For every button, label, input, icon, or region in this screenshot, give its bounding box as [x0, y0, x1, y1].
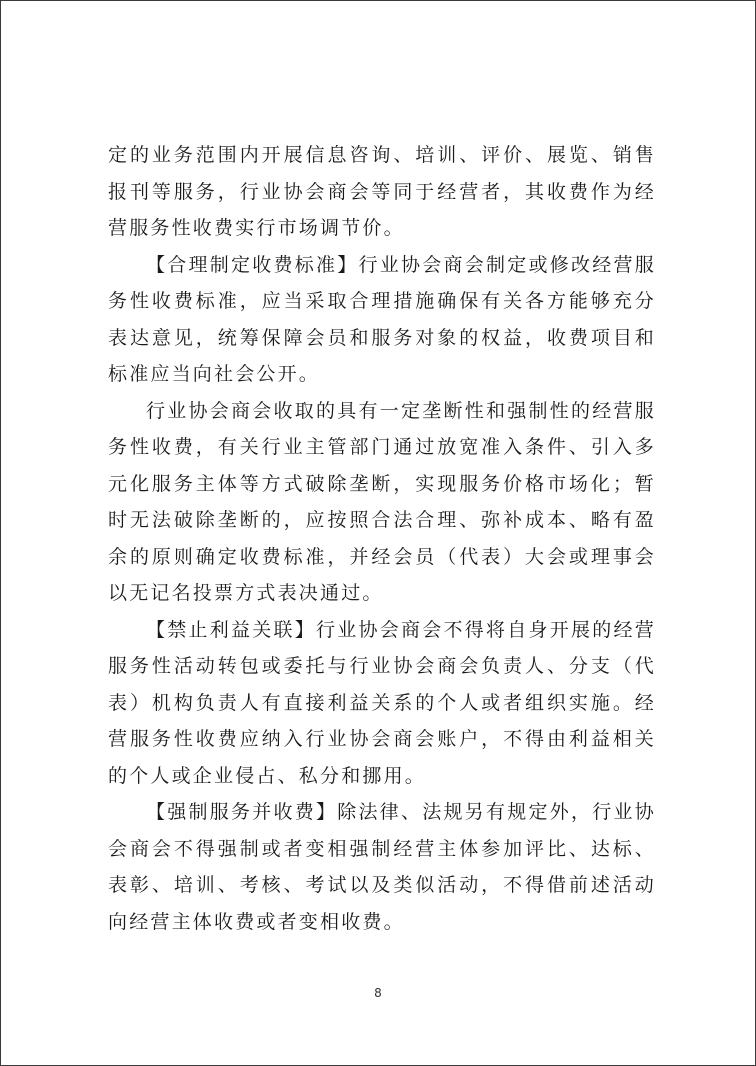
- paragraph-monopoly-fees: 行业协会商会收取的具有一定垄断性和强制性的经营服务性收费，有关行业主管部门通过放宽准入条件、引入多元化服务主体等方式破除垄断，实现服务价格市场化；暂时无法破除垄断的，应按照合法合理、弥补成本、略有盈余的原则确定收费标准，并经会员（代表）大会或理事会以无记名投票方式表决通过。: [108, 399, 656, 604]
- page-number: 8: [374, 986, 382, 1000]
- paragraph-continuation: 定的业务范围内开展信息咨询、培训、评价、展览、销售报刊等服务，行业协会商会等同于经营者，其收费作为经营服务性收费实行市场调节价。: [108, 144, 656, 239]
- paragraph-prohibit-interest-association: 【禁止利益关联】行业协会商会不得将自身开展的经营服务性活动转包或委托与行业协会商会负责人、分支（代表）机构负责人有直接利益关系的个人或者组织实施。经营服务性收费应纳入行业协会商会账户，不得由利益相关的个人或企业侵占、私分和挪用。: [108, 618, 656, 787]
- document-body: [108, 137, 656, 940]
- paragraph-forced-service-fees: 【强制服务并收费】除法律、法规另有规定外，行业协会商会不得强制或者变相强制经营主体参加评比、达标、表彰、培训、考核、考试以及类似活动，不得借前述活动向经营主体收费或者变相收费。: [108, 801, 656, 933]
- paragraph-reasonable-fee-standards: 【合理制定收费标准】行业协会商会制定或修改经营服务性收费标准，应当采取合理措施确保有关各方能够充分表达意见，统筹保障会员和服务对象的权益，收费项目和标准应当向社会公开。: [108, 253, 656, 385]
